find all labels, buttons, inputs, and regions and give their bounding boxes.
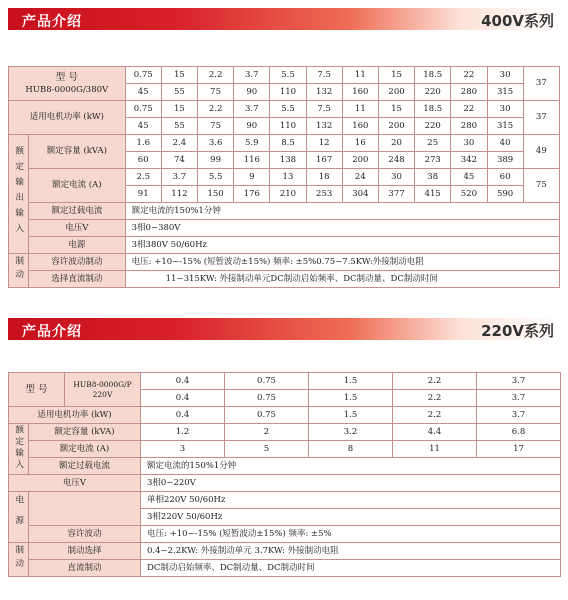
model-cell: 3.7: [234, 67, 270, 84]
motor-cell: 160: [342, 118, 378, 135]
section1-series: 400V系列: [481, 12, 554, 30]
cur-cell: 176: [234, 186, 270, 203]
cur-cell: 5.5: [198, 169, 234, 186]
voltage-row: [9, 220, 560, 237]
cur-cell: 11: [393, 441, 477, 458]
motor-cell: 280: [451, 118, 487, 135]
io-group-text: 额定输入: [13, 424, 24, 471]
motor-cell: 90: [234, 118, 270, 135]
cap-cell: 2: [225, 424, 309, 441]
motor-cell: 315: [487, 118, 523, 135]
model-header-cell: [9, 67, 126, 101]
cur-cell: 590: [487, 186, 523, 203]
model-cell: 280: [451, 84, 487, 101]
cap-cell: 1.6: [125, 135, 161, 152]
power-row-1: [9, 492, 561, 509]
motor-cell: 0.4: [141, 407, 225, 424]
model-cell: 5.5: [270, 67, 306, 84]
brake-row-2: [9, 271, 560, 288]
cap-cell: 12: [306, 135, 342, 152]
model-cell: 200: [378, 84, 414, 101]
cap-cell: 49: [523, 135, 559, 169]
model-cell: 15: [161, 67, 197, 84]
cur-cell: 9: [234, 169, 270, 186]
motor-cell: 0.75: [125, 101, 161, 118]
model-cell: 1.5: [309, 373, 393, 390]
cur-cell: 2.5: [125, 169, 161, 186]
model-cell: 11: [342, 67, 378, 84]
cur-cell: 112: [161, 186, 197, 203]
motor-cell: 22: [451, 101, 487, 118]
capacity-row-1: [9, 135, 560, 152]
cap-cell: 30: [451, 135, 487, 152]
cur-cell: 60: [487, 169, 523, 186]
power-group-text: 电源: [13, 495, 24, 537]
cap-cell: 200: [342, 152, 378, 169]
model-cell: 0.75: [225, 373, 309, 390]
cap-cell: 16: [342, 135, 378, 152]
power-value-2: 3相220V 50/60Hz: [141, 509, 561, 526]
fluct-label: 容许波动: [29, 526, 141, 543]
motor-cell: 3.7: [234, 101, 270, 118]
motor-cell: 0.75: [225, 407, 309, 424]
cur-cell: 24: [342, 169, 378, 186]
brake-sel-value: 0.4~2.2KW: 外接制动单元 3.7KW: 外接制动电阻: [141, 543, 561, 560]
cur-cell: 38: [415, 169, 451, 186]
brake-group-label: [9, 543, 29, 577]
model-cell: 220: [415, 84, 451, 101]
motor-cell: 132: [306, 118, 342, 135]
voltage-label: 电压V: [29, 220, 126, 237]
capacity-label: 额定容量 (kVA): [29, 424, 141, 441]
motor-cell: 11: [342, 101, 378, 118]
overload-label: 额定过载电流: [29, 458, 141, 475]
cur-cell: 17: [477, 441, 561, 458]
motor-cell: 2.2: [393, 407, 477, 424]
fluct-row: [9, 526, 561, 543]
brake-group-text: 制动: [13, 255, 24, 283]
overload-value: 额定电流的150%1分钟: [141, 458, 561, 475]
motor-cell: 220: [415, 118, 451, 135]
brake-row-1: [9, 254, 560, 271]
motor-cell: 15: [161, 101, 197, 118]
cap-cell: 138: [270, 152, 306, 169]
motor-power-row: [9, 407, 561, 424]
section1-title: 产品介绍: [22, 14, 82, 30]
model-cell: 55: [161, 84, 197, 101]
current-label: 额定电流 (A): [29, 169, 126, 203]
cur-cell: 304: [342, 186, 378, 203]
cap-cell: 40: [487, 135, 523, 152]
model-cell: 2.2: [393, 390, 477, 407]
overload-row: [9, 458, 561, 475]
voltage-label: 电压V: [9, 475, 141, 492]
spec-table-220v: [8, 372, 561, 577]
model-cell: 160: [342, 84, 378, 101]
cap-cell: 273: [415, 152, 451, 169]
motor-cell: 200: [378, 118, 414, 135]
dc-row: [9, 560, 561, 577]
motor-cell: 3.7: [477, 407, 561, 424]
model-cell: 0.4: [141, 373, 225, 390]
motor-cell: 75: [198, 118, 234, 135]
brake-label-2: 选择直流制动: [29, 271, 126, 288]
cap-cell: 1.2: [141, 424, 225, 441]
model-label: 型 号: [9, 373, 65, 407]
power-group-label: [9, 492, 29, 543]
model-cell: 37: [523, 67, 559, 101]
section2-title: 产品介绍: [22, 324, 82, 340]
model-cell: 90: [234, 84, 270, 101]
model-cell: 7.5: [306, 67, 342, 84]
overload-label: 额定过载电流: [29, 203, 126, 220]
cap-cell: 74: [161, 152, 197, 169]
voltage-value: 3相0~220V: [141, 475, 561, 492]
model-cell: 0.75: [225, 390, 309, 407]
cap-cell: 20: [378, 135, 414, 152]
model-cell: 22: [451, 67, 487, 84]
cap-cell: 5.9: [234, 135, 270, 152]
cur-cell: 520: [451, 186, 487, 203]
model-cell: 0.75: [125, 67, 161, 84]
cap-cell: 116: [234, 152, 270, 169]
voltage-row: [9, 475, 561, 492]
power-blank-cell: [29, 492, 141, 526]
motor-cell: 2.2: [198, 101, 234, 118]
motor-cell: 55: [161, 118, 197, 135]
cap-cell: 167: [306, 152, 342, 169]
model-name: HUB8-0000G/P 220V: [65, 373, 141, 407]
motor-power-row-1: [9, 101, 560, 118]
brake-sel-row: [9, 543, 561, 560]
cur-cell: 3.7: [161, 169, 197, 186]
cur-cell: 150: [198, 186, 234, 203]
fluct-value: 电压: +10~-15% (短暂波动±15%) 频率: ±5%: [141, 526, 561, 543]
cap-cell: 3.6: [198, 135, 234, 152]
cap-cell: 389: [487, 152, 523, 169]
model-cell: 315: [487, 84, 523, 101]
power-label: 电源: [29, 237, 126, 254]
current-row-1: [9, 169, 560, 186]
dc-value: DC制动启始频率、DC制动量、DC制动时间: [141, 560, 561, 577]
model-cell: 15: [378, 67, 414, 84]
model-cell: 2.2: [393, 373, 477, 390]
io-group-label: [9, 135, 29, 254]
cur-cell: 415: [415, 186, 451, 203]
capacity-row: [9, 424, 561, 441]
motor-cell: 110: [270, 118, 306, 135]
cap-cell: 2.4: [161, 135, 197, 152]
brake-group-label: [9, 254, 29, 288]
motor-cell: 37: [523, 101, 559, 135]
overload-row: [9, 203, 560, 220]
power-row: [9, 237, 560, 254]
overload-value: 额定电流的150%1分钟: [125, 203, 559, 220]
model-label: 型 号: [55, 72, 78, 83]
motor-cell: 18.5: [415, 101, 451, 118]
motor-cell: 15: [378, 101, 414, 118]
cur-cell: 210: [270, 186, 306, 203]
model-cell: 1.5: [309, 390, 393, 407]
motor-cell: 7.5: [306, 101, 342, 118]
cur-cell: 253: [306, 186, 342, 203]
motor-cell: 30: [487, 101, 523, 118]
cap-cell: 8.5: [270, 135, 306, 152]
io-group-text: 额定输出输入: [13, 146, 24, 240]
section2-banner: [8, 318, 560, 340]
motor-cell: 1.5: [309, 407, 393, 424]
brake-value-1: 电压: +10~-15% (短暂波动±15%) 频率: ±5%0.75~7.5KW:外接制动电阻: [125, 254, 559, 271]
model-cell: 45: [125, 84, 161, 101]
cap-cell: 6.8: [477, 424, 561, 441]
cur-cell: 13: [270, 169, 306, 186]
capacity-label: 额定容量 (kVA): [29, 135, 126, 169]
model-name: HUB8-0000G/380V: [25, 84, 109, 95]
brake-label-1: 容许波动制动: [29, 254, 126, 271]
cur-cell: 3: [141, 441, 225, 458]
cap-cell: 99: [198, 152, 234, 169]
voltage-value: 3相0~380V: [125, 220, 559, 237]
io-group-label: [9, 424, 29, 475]
model-row-1: [9, 67, 560, 84]
model-cell: 18.5: [415, 67, 451, 84]
model-cell: 2.2: [198, 67, 234, 84]
cap-cell: 60: [125, 152, 161, 169]
brake-sel-label: 制动选择: [29, 543, 141, 560]
motor-cell: 5.5: [270, 101, 306, 118]
model-cell: 75: [198, 84, 234, 101]
cap-cell: 25: [415, 135, 451, 152]
power-value-1: 单相220V 50/60Hz: [141, 492, 561, 509]
section1-banner: [8, 8, 560, 30]
cur-cell: 377: [378, 186, 414, 203]
model-cell: 110: [270, 84, 306, 101]
cur-cell: 30: [378, 169, 414, 186]
power-value: 3相380V 50/60Hz: [125, 237, 559, 254]
model-row-1: [9, 373, 561, 390]
brake-group-text: 制动: [13, 544, 24, 572]
cur-cell: 45: [451, 169, 487, 186]
model-cell: 30: [487, 67, 523, 84]
section2-series: 220V系列: [481, 322, 554, 340]
motor-power-label: 适用电机功率 (kW): [9, 407, 141, 424]
cap-cell: 4.4: [393, 424, 477, 441]
current-row: [9, 441, 561, 458]
model-cell: 132: [306, 84, 342, 101]
cur-cell: 5: [225, 441, 309, 458]
model-cell: 3.7: [477, 373, 561, 390]
model-cell: 0.4: [141, 390, 225, 407]
spec-table-400v: [8, 66, 560, 288]
cap-cell: 3.2: [309, 424, 393, 441]
dc-label: 直流制动: [29, 560, 141, 577]
cap-cell: 342: [451, 152, 487, 169]
motor-power-label: 适用电机功率 (kW): [9, 101, 126, 135]
model-cell: 3.7: [477, 390, 561, 407]
current-label: 额定电流 (A): [29, 441, 141, 458]
brake-value-2: 11~315KW: 外接制动单元DC制动启始频率、DC制动量、DC制动时间: [125, 271, 559, 288]
cur-cell: 75: [523, 169, 559, 203]
cur-cell: 91: [125, 186, 161, 203]
cur-cell: 8: [309, 441, 393, 458]
motor-cell: 45: [125, 118, 161, 135]
cur-cell: 18: [306, 169, 342, 186]
cap-cell: 248: [378, 152, 414, 169]
